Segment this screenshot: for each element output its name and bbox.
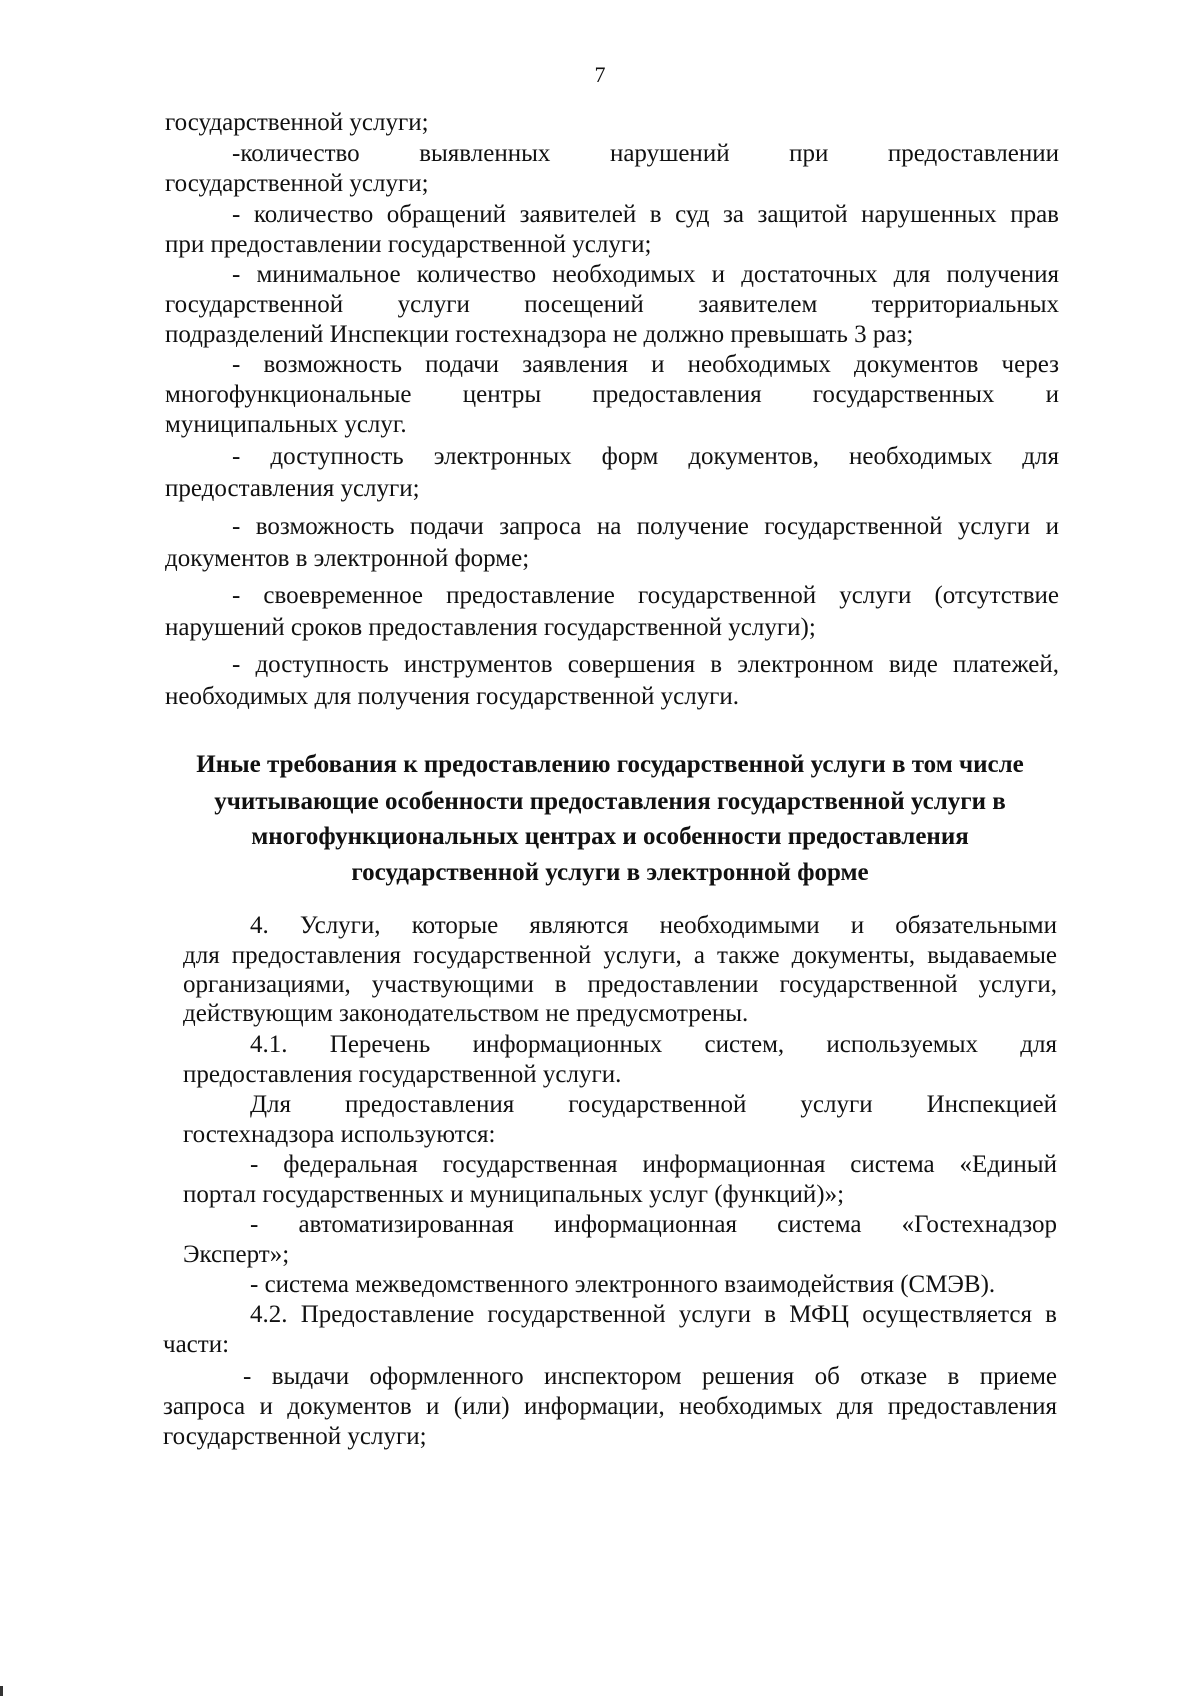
text-line: документов в электронной форме; (165, 545, 530, 572)
text-line: гостехнадзора используются: (183, 1121, 496, 1148)
text-line: Для предоставления государственной услуги Инспекцией (250, 1091, 1057, 1118)
section-heading-line: многофункциональных центрах и особенности предоставления (251, 823, 969, 850)
text-line: для предоставления государственной услуги, а также документы, выдаваемые (183, 942, 1057, 969)
text-line: подразделений Инспекции гостехнадзора не должно превышать 3 раз; (165, 321, 914, 348)
text-line: государственной услуги; (163, 1423, 427, 1450)
text-line: - минимальное количество необходимых и достаточных для получения (232, 261, 1059, 288)
text-line: - автоматизированная информационная система «Гостехнадзор (250, 1211, 1057, 1238)
text-line: Эксперт»; (183, 1241, 290, 1268)
text-line: действующим законодательством не предусмотрены. (183, 1000, 749, 1027)
text-line: предоставления услуги; (165, 475, 420, 502)
text-line: - доступность инструментов совершения в электронном виде платежей, (232, 651, 1059, 678)
section-heading-line: учитывающие особенности предоставления государственной услуги в (214, 788, 1006, 815)
text-line: государственной услуги; (165, 109, 429, 136)
text-line: части: (163, 1331, 230, 1358)
text-line: - система межведомственного электронного взаимодействия (СМЭВ). (250, 1271, 996, 1298)
section-heading-line: государственной услуги в электронной форме (351, 859, 869, 886)
section-heading-line: Иные требования к предоставлению государственной услуги в том числе (196, 751, 1024, 778)
text-line: 4.2. Предоставление государственной услуги в МФЦ осуществляется в (250, 1301, 1057, 1328)
text-line: - федеральная государственная информационная система «Единый (250, 1151, 1057, 1178)
text-line: муниципальных услуг. (165, 411, 407, 438)
scan-edge-mark (0, 1686, 3, 1696)
text-line: - доступность электронных форм документов, необходимых для (232, 443, 1059, 470)
text-line: портал государственных и муниципальных услуг (функций)»; (183, 1181, 845, 1208)
text-line: - возможность подачи заявления и необходимых документов через (232, 351, 1059, 378)
text-line: организациями, участвующими в предоставлении государственной услуги, (183, 971, 1057, 998)
text-line: запроса и документов и (или) информации, необходимых для предоставления (163, 1393, 1057, 1420)
text-line: государственной услуги посещений заявителем территориальных (165, 291, 1059, 318)
text-line: - своевременное предоставление государственной услуги (отсутствие (232, 582, 1059, 609)
text-line: - возможность подачи запроса на получение государственной услуги и (232, 513, 1059, 540)
text-line: - выдачи оформленного инспектором решения об отказе в приеме (243, 1363, 1057, 1390)
text-line: - количество обращений заявителей в суд за защитой нарушенных прав (232, 201, 1059, 228)
text-line: многофункциональные центры предоставления государственных и (165, 381, 1059, 408)
text-line: предоставления государственной услуги. (183, 1061, 622, 1088)
text-line: при предоставлении государственной услуги; (165, 231, 652, 258)
text-line: нарушений сроков предоставления государственной услуги); (165, 614, 816, 641)
text-line: -количество выявленных нарушений при предоставлении (232, 140, 1059, 167)
page-number: 7 (594, 62, 606, 87)
text-line: 4. Услуги, которые являются необходимыми и обязательными (250, 912, 1057, 939)
text-line: 4.1. Перечень информационных систем, используемых для (250, 1031, 1057, 1058)
text-line: необходимых для получения государственной услуги. (165, 683, 740, 710)
text-line: государственной услуги; (165, 170, 429, 197)
